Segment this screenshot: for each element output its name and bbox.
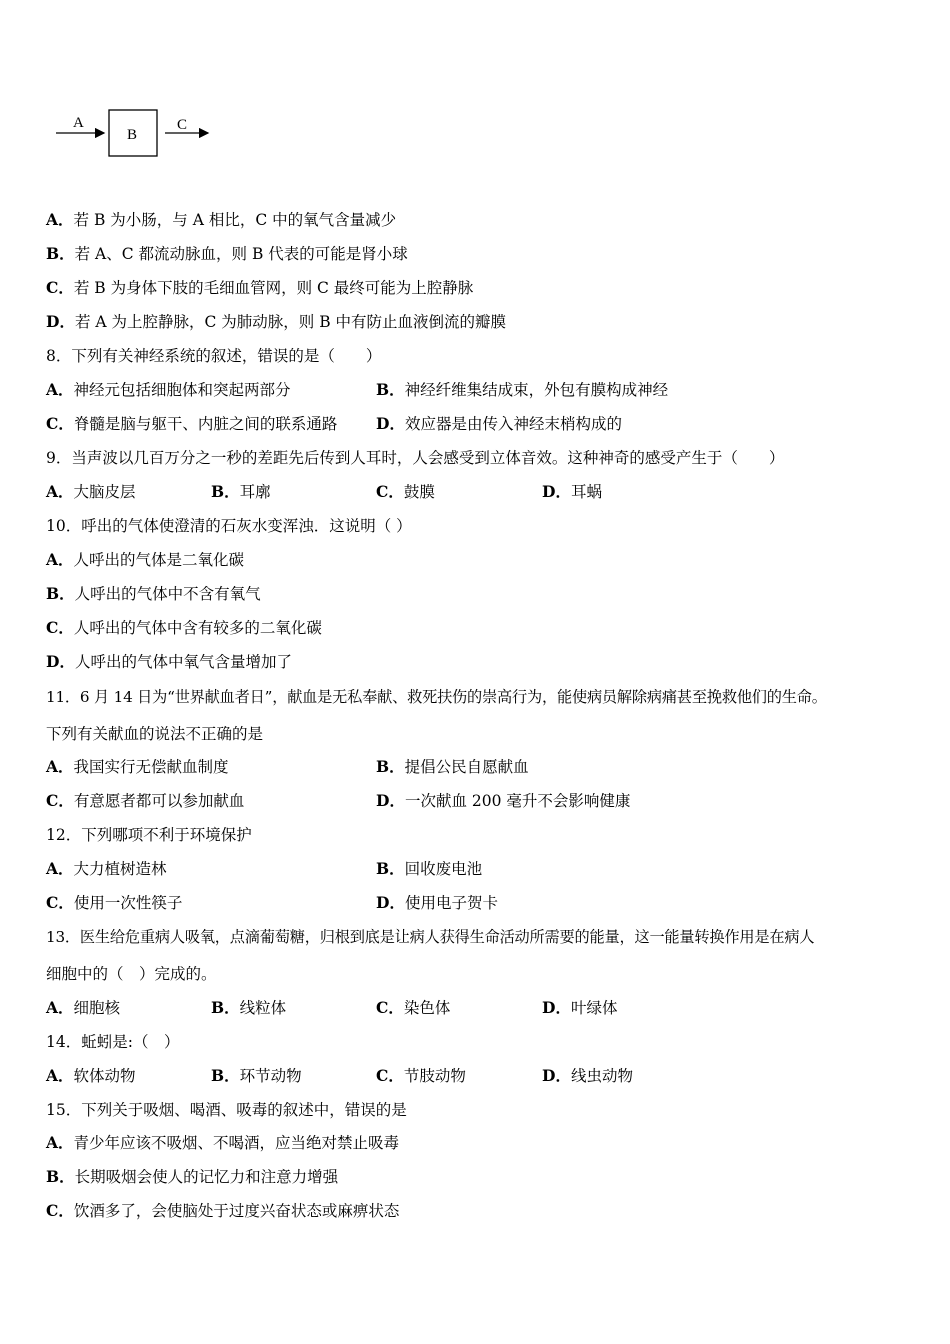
q15-stem: 15．下列关于吸烟、喝酒、吸毒的叙述中，错误的是 — [46, 1101, 407, 1119]
q13-stem-line2: 细胞中的（ ）完成的。 — [46, 965, 217, 983]
q9-option-d: D．耳蜗 — [542, 482, 602, 501]
q15-option-a: A．青少年应该不吸烟、不喝酒，应当绝对禁止吸毒 — [46, 1133, 400, 1152]
q10-stem: 10．呼出的气体使澄清的石灰水变浑浊．这说明（ ） — [46, 517, 412, 535]
q8-option-b: B．神经纤维集结成束，外包有膜构成神经 — [376, 380, 669, 399]
q15-option-c: C．饮酒多了，会使脑处于过度兴奋状态或麻痹状态 — [46, 1201, 400, 1220]
q12-options-row1 — [46, 859, 483, 879]
q12-option-a: A．大力植树造林 — [46, 859, 167, 878]
q9-option-b: B．耳廓 — [211, 482, 271, 501]
q11-options-row1 — [46, 757, 529, 777]
q11-option-a: A．我国实行无偿献血制度 — [46, 757, 229, 776]
q12-option-c: C．使用一次性筷子 — [46, 893, 183, 912]
q10-option-d: D．人呼出的气体中氧气含量增加了 — [46, 652, 292, 671]
q13-stem-line1: 13．医生给危重病人吸氧，点滴葡萄糖，归根到底是让病人获得生命活动所需要的能量，这一能量转换作用是在病人 — [46, 928, 815, 946]
q8-option-d: D．效应器是由传入神经末梢构成的 — [376, 414, 622, 433]
q11-stem-line1: 11．6 月 14 日为“世界献血者日”，献血是无私奉献、救死扶伤的崇高行为，能使病员解除病痛甚至挽救他们的生命。 — [46, 688, 827, 706]
diagram-label-c: C — [177, 117, 188, 133]
q13-option-d: D．叶绿体 — [542, 998, 618, 1017]
q11-stem-line2: 下列有关献血的说法不正确的是 — [46, 725, 264, 743]
q7-option-b: B．若 A、C 都流动脉血，则 B 代表的可能是肾小球 — [46, 244, 408, 263]
q12-stem: 12．下列哪项不利于环境保护 — [46, 826, 252, 844]
q15-option-b: B．长期吸烟会使人的记忆力和注意力增强 — [46, 1167, 339, 1186]
q14-option-a: A．软体动物 — [46, 1066, 136, 1085]
q14-stem: 14．蚯蚓是:（ ） — [46, 1033, 180, 1051]
q9-option-c: C．鼓膜 — [376, 482, 435, 501]
diagram-label-a: A — [73, 115, 84, 131]
q12-option-d: D．使用电子贺卡 — [376, 893, 498, 912]
q9-stem: 9．当声波以几百万分之一秒的差距先后传到人耳时，人会感受到立体音效。这种神奇的感受产生于（ ） — [46, 449, 785, 467]
abc-flow-diagram — [52, 104, 222, 164]
q7-option-a: A．若 B 为小肠，与 A 相比，C 中的氧气含量减少 — [46, 210, 397, 229]
q8-options-row2 — [46, 414, 622, 434]
q12-options-row2 — [46, 893, 498, 913]
q14-option-b: B．环节动物 — [211, 1066, 302, 1085]
q10-option-a: A．人呼出的气体是二氧化碳 — [46, 550, 245, 569]
q7-option-c: C．若 B 为身体下肢的毛细血管网，则 C 最终可能为上腔静脉 — [46, 278, 474, 297]
q8-stem: 8．下列有关神经系统的叙述，错误的是（ ） — [46, 347, 382, 365]
q11-option-c: C．有意愿者都可以参加献血 — [46, 791, 245, 810]
q8-option-a: A．神经元包括细胞体和突起两部分 — [46, 380, 291, 399]
diagram-label-b: B — [127, 127, 138, 143]
q13-option-c: C．染色体 — [376, 998, 451, 1017]
q9-option-a: A．大脑皮层 — [46, 482, 136, 501]
q13-option-b: B．线粒体 — [211, 998, 287, 1017]
q11-option-b: B．提倡公民自愿献血 — [376, 757, 529, 776]
q11-options-row2 — [46, 791, 631, 811]
q11-option-d: D．一次献血 200 毫升不会影响健康 — [376, 791, 631, 810]
q14-option-d: D．线虫动物 — [542, 1066, 633, 1085]
q10-option-c: C．人呼出的气体中含有较多的二氧化碳 — [46, 618, 322, 637]
q8-options-row1 — [46, 380, 669, 400]
q8-option-c: C．脊髓是脑与躯干、内脏之间的联系通路 — [46, 414, 338, 433]
q12-option-b: B．回收废电池 — [376, 859, 483, 878]
q14-option-c: C．节肢动物 — [376, 1066, 466, 1085]
q13-option-a: A．细胞核 — [46, 998, 121, 1017]
q7-option-d: D．若 A 为上腔静脉，C 为肺动脉，则 B 中有防止血液倒流的瓣膜 — [46, 312, 507, 331]
q10-option-b: B．人呼出的气体中不含有氧气 — [46, 584, 261, 603]
